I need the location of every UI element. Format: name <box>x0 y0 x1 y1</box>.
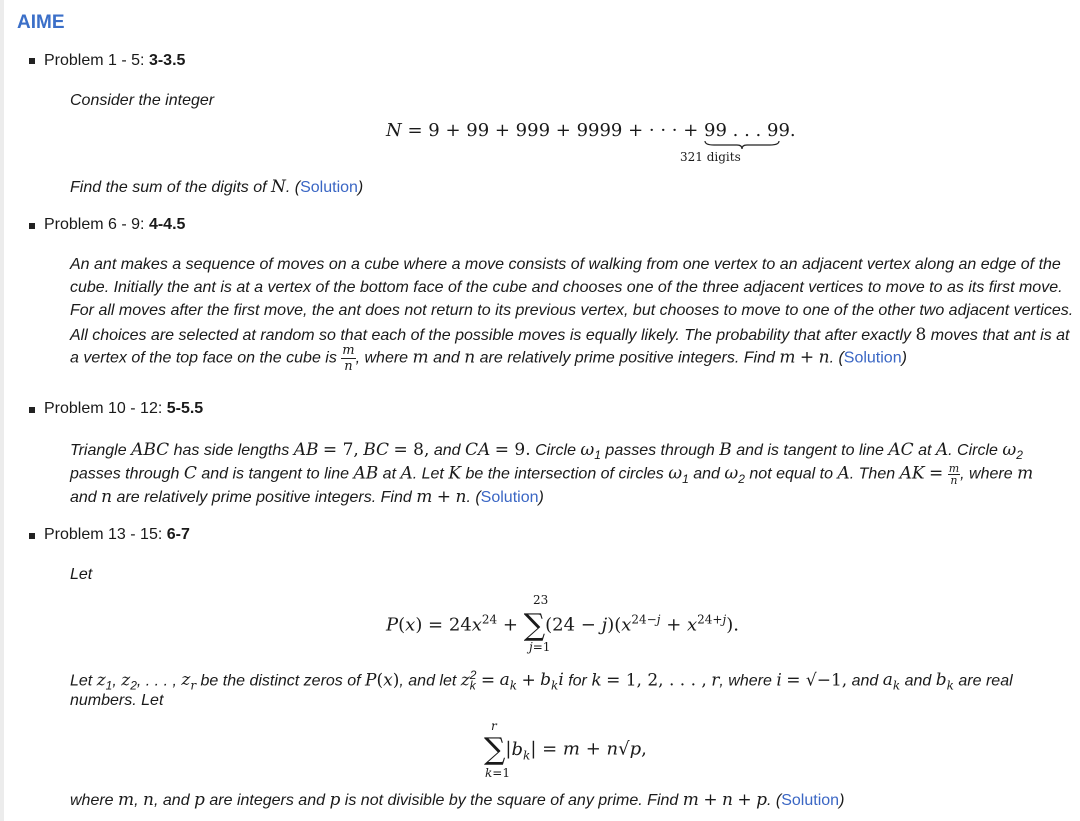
problem-3-line-1: Triangle ABC has side lengths AB = 7, BC = 8, and CA = 9. Circle $\omega_1$ passes through B and is tangent to line AC at A. Circle $\omega_2$ <box>70 440 1023 463</box>
problem-3-heading: Problem 10 - 12: 5-5.5 <box>44 400 204 417</box>
solution-link-3[interactable]: Solution <box>480 489 539 506</box>
brace-term: 99 . . . 99 <box>704 120 790 141</box>
problem-2-line-4: All choices are selected at random so that each of the possible moves is equally likely. The probability that after exactly 8 moves that ant is at <box>70 325 1070 345</box>
problem-2-line-2: cube. Initially the ant is at a vertex of the bottom face of the cube and chooses one of the three adjacent vertices to move to as its first move. <box>70 279 1063 296</box>
problem-2-line-5: a vertex of the top face on the cube is $\frac{m}{n}$ , where m and n are relatively prime positive integers. Find m + n. (Solution) <box>70 343 907 374</box>
solution-link-4[interactable]: Solution <box>781 792 840 809</box>
problem-1-question: Find the sum of the digits of N. (Solution) <box>70 177 364 197</box>
sum-lower-limit: j=1 <box>529 640 551 654</box>
problem-2-heading: Problem 6 - 9: 4-4.5 <box>44 216 186 233</box>
sum2-lower-limit: k=1 <box>485 766 510 780</box>
bullet <box>29 407 35 413</box>
section-title: AIME <box>17 12 65 33</box>
bullet <box>29 58 35 64</box>
problem-1-equation: N = 9 + 99 + 999 + 9999 + · · · + 99 . . . 99 . <box>386 120 796 141</box>
problem-2-line-1: An ant makes a sequence of moves on a cube where a move consists of walking from one vertex to an adjacent vertex along an edge of the <box>70 256 1061 273</box>
sum-upper-limit: 23 <box>533 593 549 607</box>
solution-link-2[interactable]: Solution <box>843 349 902 367</box>
problem-4-heading: Problem 13 - 15: 6-7 <box>44 526 190 543</box>
problem-4-polynomial: $P(x) = 24x^{24} + \sum(24 - j)(x^{24-j} + x^{24+j})$. <box>386 608 739 643</box>
bullet <box>29 223 35 229</box>
problem-4-intro: Let <box>70 566 93 583</box>
problem-2-line-3: For all moves after the first move, the ant does not return to its previous vertex, but chooses to move to one of the other two adjacent vertices. <box>70 302 1074 319</box>
brace-label: 321 digits <box>680 150 741 164</box>
problem-3-line-3: and n are relatively prime positive integers. Find m + n. (Solution) <box>70 487 544 507</box>
problem-4-numbers-line: numbers. Let <box>70 692 164 709</box>
solution-link-1[interactable]: Solution <box>300 179 358 196</box>
bullet <box>29 533 35 539</box>
problem-3-line-2: passes through C and is tangent to line AB at A. Let K be the intersection of circles $\omega_1$ and $\omega_2$ not equal to A. Then AK = $\frac{m}{n}$ , where m <box>70 462 1034 487</box>
problem-4-sum: $\sum|b_k| = m + n√p$, <box>484 732 647 767</box>
problem-1-intro: Consider the integer <box>70 92 215 109</box>
left-edge <box>0 0 4 821</box>
sum2-upper-limit: r <box>491 719 497 733</box>
problem-4-zeros-line: Let $z_1$, $z_2$, . . . , $z_r$ be the distinct zeros of P(x), and let $z_k^2 = a_k + b_ki$ for k = 1, 2, . . . , r, where i = √−1, and $a_k$ and $b_k$ are real <box>70 668 1013 693</box>
underbrace-icon <box>704 140 780 150</box>
problem-1-heading: Problem 1 - 5: 3-3.5 <box>44 52 186 69</box>
problem-4-question: where m, n, and p are integers and p is not divisible by the square of any prime. Find m + n + p. (Solution) <box>70 790 845 810</box>
